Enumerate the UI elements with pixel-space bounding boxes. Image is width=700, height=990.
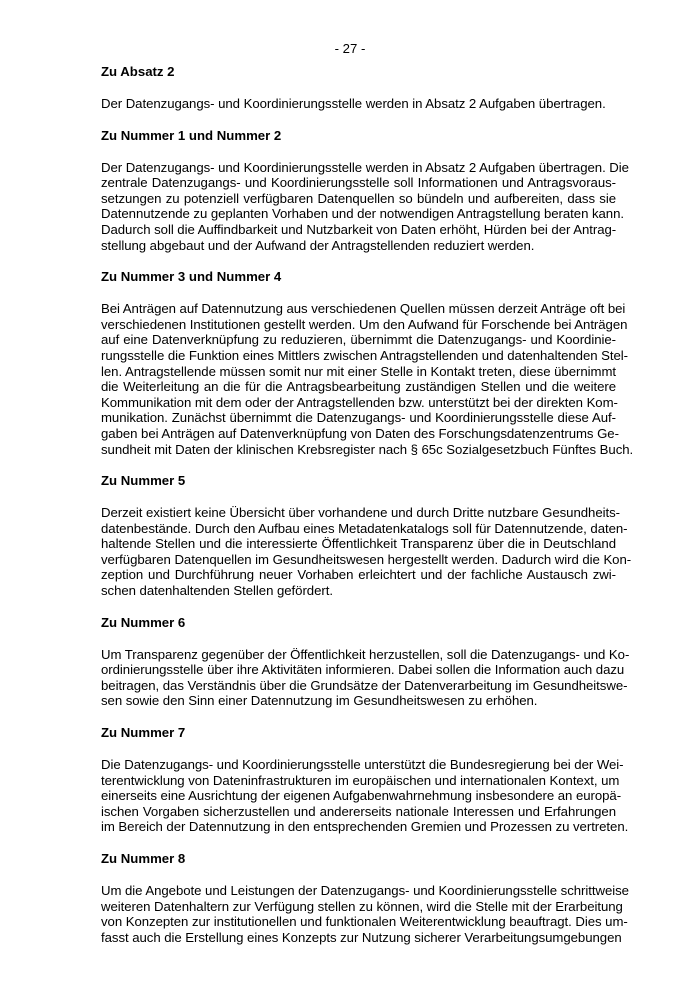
section-paragraph bbox=[101, 646, 630, 709]
paragraph-line: zentrale Datenzugangs- und Koordinierungsstelle soll Informationen und Antragsvoraus- bbox=[101, 175, 616, 191]
section-zu-nummer-3-und-4 bbox=[101, 269, 634, 457]
paragraph-line: im Bereich der Datennutzung in den entsprechenden Gremien und Prozessen zu vertreten. bbox=[101, 819, 629, 835]
paragraph-line: Dadurch soll die Auffindbarkeit und Nutzbarkeit von Daten erhöht, Hürden bei der Antrag- bbox=[101, 221, 617, 237]
paragraph-line: fasst auch die Erstellung eines Konzepts zur Nutzung sicherer Verarbeitungsumgebungen bbox=[101, 929, 622, 945]
section-paragraph bbox=[101, 883, 629, 945]
section-paragraph bbox=[101, 159, 629, 254]
section-zu-nummer-6 bbox=[101, 614, 630, 709]
paragraph-line: setzungen zu potenziell verfügbaren Datenquellen so bündeln und aufbereiten, dass sie bbox=[101, 190, 616, 206]
paragraph-line: von Konzepten zur institutionellen und funktionalen Weiterentwicklung beauftragt. Dies um- bbox=[101, 914, 628, 930]
paragraph-line: verschiedenen Institutionen gestellt werden. Um den Aufwand für Forschende bei Anträgen bbox=[101, 316, 628, 332]
section-heading: Zu Absatz 2 bbox=[101, 64, 175, 79]
section-zu-nummer-8 bbox=[101, 851, 629, 945]
paragraph-line: terentwicklung von Dateninfrastrukturen im europäischen und internationalen Kontext, um bbox=[101, 772, 620, 788]
paragraph-line: Um Transparenz gegenüber der Öffentlichkeit herzustellen, soll die Datenzugangs- und Ko- bbox=[101, 646, 630, 662]
section-zu-nummer-1-und-2 bbox=[101, 127, 629, 254]
section-heading: Zu Nummer 3 und Nummer 4 bbox=[101, 269, 282, 285]
paragraph-line: sundheit mit Daten der klinischen Krebsregister nach § 65c Sozialgesetzbuch Fünftes Buch. bbox=[101, 441, 634, 457]
paragraph-line: Bei Anträgen auf Datennutzung aus verschiedenen Quellen müssen derzeit Anträge oft bei bbox=[101, 301, 626, 317]
paragraph-line: ordinierungsstelle über ihre Aktivitäten informieren. Dabei sollen die Information auch dazu bbox=[101, 662, 625, 678]
paragraph-line: Kommunikation mit dem oder der Antragstellenden bzw. unterstützt bei der direkten Kom- bbox=[101, 394, 618, 410]
paragraph-line: Um die Angebote und Leistungen der Datenzugangs- und Koordinierungsstelle schrittweise bbox=[101, 883, 629, 898]
section-heading: Zu Nummer 7 bbox=[101, 725, 186, 741]
section-heading: Zu Nummer 8 bbox=[101, 851, 186, 866]
paragraph-line: len. Antragstellende müssen somit nur mit einer Stelle in Kontakt treten, diese übernimmt bbox=[101, 363, 616, 379]
paragraph-line: gaben bei Anträgen auf Datenverknüpfung von Daten des Forschungsdatenzentrums Ge- bbox=[101, 425, 619, 441]
paragraph-line: Der Datenzugangs- und Koordinierungsstelle werden in Absatz 2 Aufgaben übertragen. Die bbox=[101, 159, 629, 175]
paragraph-line: zeption und Durchführung neuer Vorhaben erleichtert und der fachliche Austausch zwi- bbox=[101, 567, 616, 583]
paragraph-line: beitragen, das Verständnis über die Grundsätze der Datenverarbeitung im Gesundheitswe- bbox=[101, 677, 628, 693]
paragraph-line: sen sowie den Sinn einer Datennutzung im Gesundheitswesen zu erhöhen. bbox=[101, 693, 538, 709]
paragraph-line: schen datenhaltenden Stellen gefördert. bbox=[101, 583, 333, 599]
document-body bbox=[101, 64, 634, 961]
section-heading: Zu Nummer 5 bbox=[101, 473, 186, 489]
paragraph-line: verfügbaren Datenquellen im Gesundheitswesen hergestellt werden. Dadurch wird die Kon- bbox=[101, 551, 632, 567]
paragraph-line: Die Datenzugangs- und Koordinierungsstelle unterstützt die Bundesregierung bei der Wei- bbox=[101, 757, 624, 773]
paragraph-line: Derzeit existiert keine Übersicht über vorhandene und durch Dritte nutzbare Gesundheits- bbox=[101, 505, 620, 521]
paragraph-line: Datennutzende zu geplanten Vorhaben und der notwendigen Antragstellung beraten kann. bbox=[101, 206, 624, 222]
paragraph-line: datenbestände. Durch den Aufbau eines Metadatenkatalogs soll für Datennutzende, daten- bbox=[101, 520, 628, 536]
paragraph-line: die Weiterleitung an die für die Antragsbearbeitung zuständigen Stellen und die weitere bbox=[101, 379, 616, 395]
paragraph-line: auf eine Datenverknüpfung zu reduzieren, übernimmt die Datenzugangs- und Koordinie- bbox=[101, 332, 616, 348]
paragraph-line: rungsstelle die Funktion eines Mittlers zwischen Antragstellenden und datenhaltenden Stel- bbox=[101, 347, 628, 363]
section-paragraph bbox=[101, 301, 634, 457]
paragraph-line: stellung abgebaut und der Aufwand der Antragstellenden reduziert werden. bbox=[101, 237, 535, 253]
section-paragraph bbox=[101, 757, 629, 835]
paragraph-line: haltende Stellen und die interessierte Öffentlichkeit Transparenz über die in Deutschland bbox=[101, 536, 616, 552]
paragraph-line: ischen Vorgaben sicherzustellen und andererseits nationale Interessen und Erfahrungen bbox=[101, 803, 616, 819]
section-paragraph bbox=[101, 96, 616, 112]
section-paragraph bbox=[101, 505, 632, 599]
paragraph-line: einerseits eine Ausrichtung der eigenen Aufgabenwahrnehmung insbesondere an europä- bbox=[101, 788, 622, 804]
paragraph-line: Der Datenzugangs- und Koordinierungsstelle werden in Absatz 2 Aufgaben übertragen. bbox=[101, 96, 606, 111]
paragraph-line: munikation. Zunächst übernimmt die Datenzugangs- und Koordinierungsstelle diese Auf- bbox=[101, 410, 616, 426]
section-zu-absatz-2 bbox=[101, 64, 616, 112]
paragraph-line: weiteren Datenhaltern zur Verfügung stellen zu können, wird die Stelle mit der Erarbeitung bbox=[101, 898, 623, 914]
page-number: - 27 - bbox=[334, 41, 366, 56]
section-zu-nummer-7 bbox=[101, 725, 629, 835]
section-zu-nummer-5 bbox=[101, 473, 632, 599]
section-heading: Zu Nummer 6 bbox=[101, 614, 186, 630]
section-heading: Zu Nummer 1 und Nummer 2 bbox=[101, 127, 282, 143]
